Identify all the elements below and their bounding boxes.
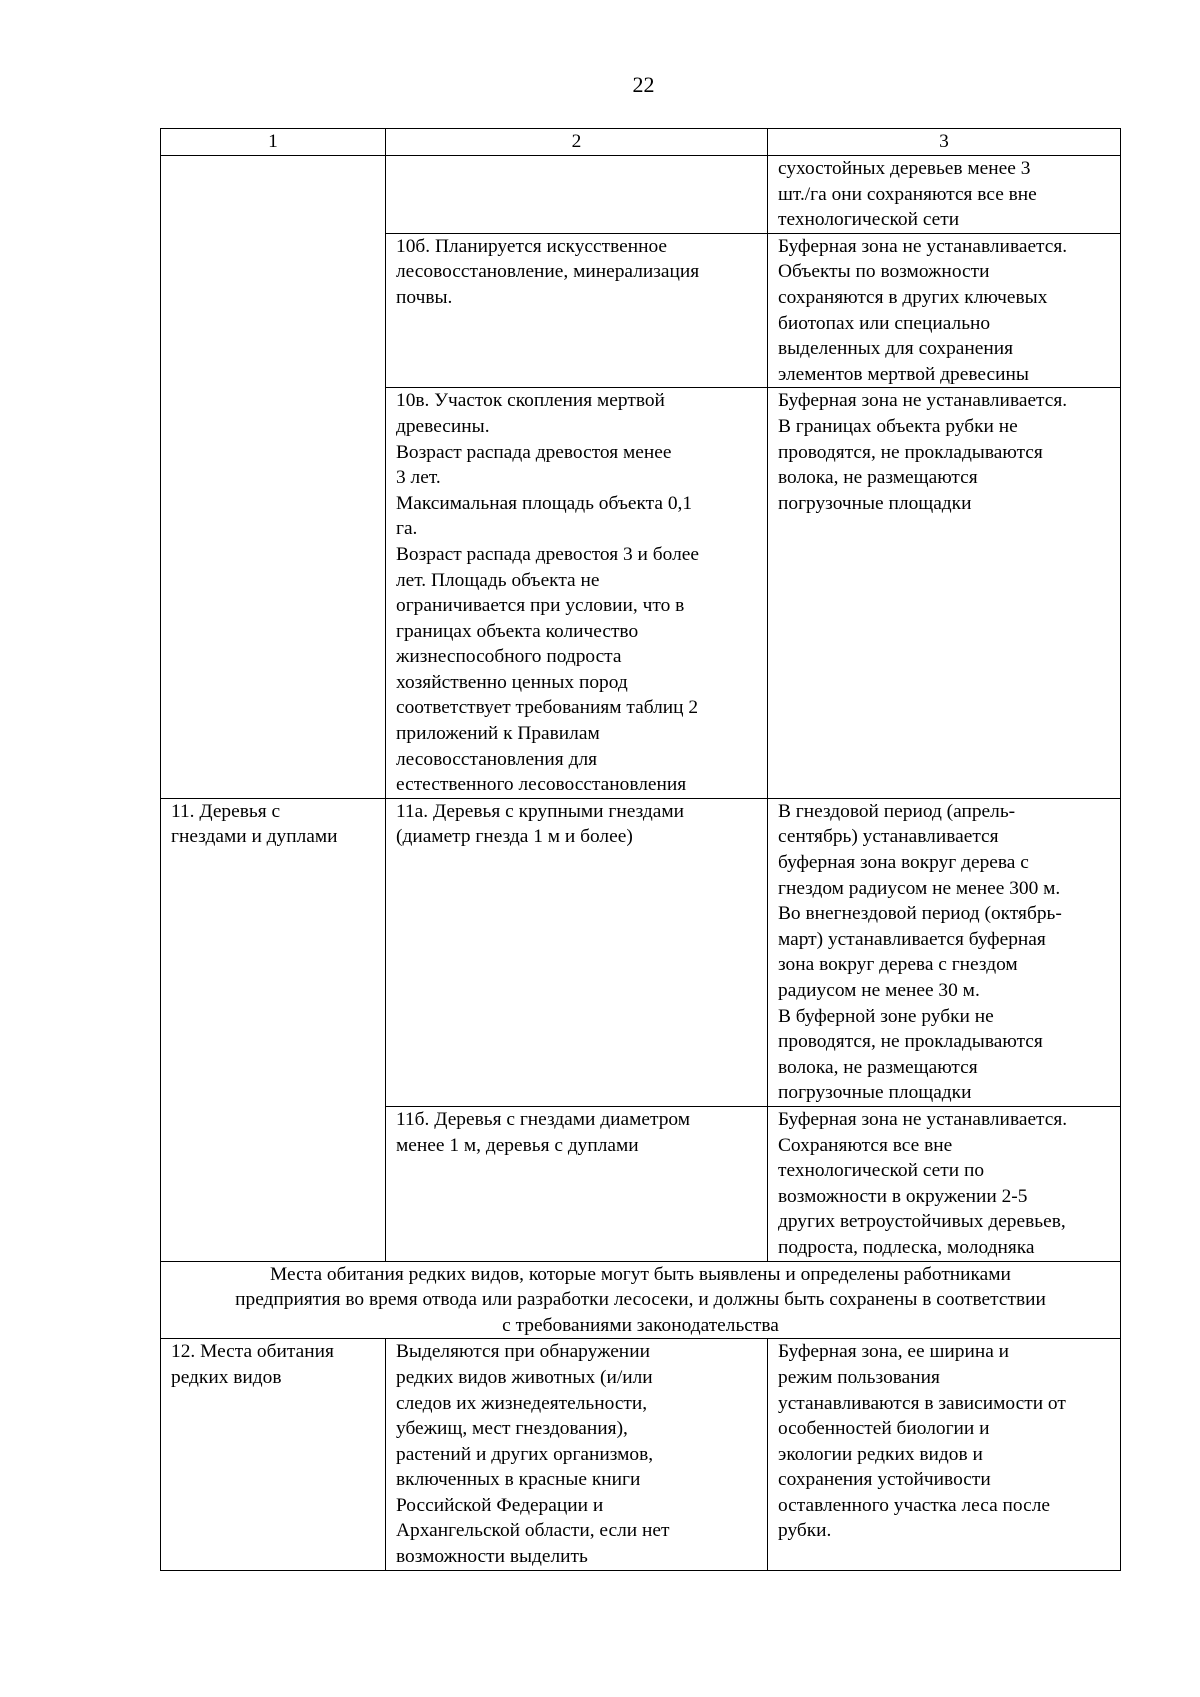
text-line: лесовосстановления для: [396, 748, 598, 770]
text-line: убежищ, мест гнездования),: [396, 1418, 628, 1440]
text-line: Максимальная площадь объекта 0,1: [396, 492, 693, 514]
text-line: Возраст распада древостоя менее: [396, 441, 672, 463]
text-line: менее 1 м, деревья с дуплами: [396, 1134, 639, 1156]
row10a-criteria-cell: [386, 156, 768, 234]
text-line: древесины.: [396, 415, 490, 437]
text-line: Буферная зона не устанавливается.: [778, 1108, 1068, 1130]
text-line: возможности выделить: [396, 1546, 588, 1568]
text-line: Выделяются при обнаружении: [396, 1341, 650, 1363]
page-number: 22: [632, 72, 655, 97]
section-heading-row: [161, 1261, 1121, 1339]
text-line: Российской Федерации и: [396, 1494, 604, 1516]
text-line: лет. Площадь объекта не: [396, 569, 600, 591]
text-line: радиусом не менее 30 м.: [778, 980, 980, 1001]
text-line: В буферной зоне рубки не: [778, 1005, 994, 1027]
text-line: предприятия во время отвода или разработки лесосеки, и должны быть сохранены в соответствии: [235, 1289, 1046, 1311]
text-line: других ветроустойчивых деревьев,: [778, 1211, 1066, 1233]
text-line: Архангельской области, если нет: [396, 1520, 670, 1542]
row11b-criteria-cell: [386, 1106, 768, 1261]
text-line: жизнеспособного подроста: [396, 646, 622, 668]
text-line: редких видов: [171, 1366, 282, 1388]
column-header-1: 1: [161, 129, 386, 156]
text-line: гнездами и дуплами: [171, 826, 338, 848]
text-line: га.: [396, 518, 418, 540]
text-line: Буферная зона не устанавливается.: [778, 235, 1068, 257]
row10a-measures-cell: [768, 156, 1121, 234]
row10b-measures-cell: [768, 233, 1121, 388]
row10v-criteria-cell: [386, 388, 768, 799]
text-line: биотопах или специально: [778, 312, 991, 334]
text-line: Возраст распада древостоя 3 и более: [396, 543, 699, 565]
text-line: буферная зона вокруг дерева с: [778, 852, 1029, 874]
text-line: зона вокруг дерева с гнездом: [778, 954, 1018, 976]
text-line: 11. Деревья с: [171, 800, 281, 822]
text-line: подроста, подлеска, молодняка: [778, 1236, 1035, 1258]
table-row: [161, 798, 1121, 1106]
section-heading: [161, 1261, 1121, 1339]
table-row: [161, 1339, 1121, 1570]
text-line: 12. Места обитания: [171, 1341, 334, 1363]
text-line: погрузочные площадки: [778, 492, 972, 514]
text-line: почвы.: [396, 286, 453, 308]
text-line: 10б. Планируется искусственное: [396, 235, 668, 257]
text-line: проводятся, не прокладываются: [778, 1031, 1043, 1053]
text-line: следов их жизнедеятельности,: [396, 1392, 648, 1414]
text-line: Места обитания редких видов, которые могут быть выявлены и определены работниками: [270, 1263, 1011, 1285]
text-line: устанавливаются в зависимости от: [778, 1392, 1066, 1414]
text-line: (диаметр гнезда 1 м и более): [396, 826, 633, 848]
text-line: В гнездовой период (апрель-: [778, 800, 1016, 822]
text-line: технологической сети: [778, 209, 960, 231]
row10v-measures-cell: [768, 388, 1121, 799]
text-line: Сохраняются все вне: [778, 1134, 953, 1156]
text-line: Буферная зона не устанавливается.: [778, 390, 1068, 412]
text-line: март) устанавливается буферная: [778, 928, 1046, 950]
text-line: 10в. Участок скопления мертвой: [396, 390, 665, 412]
text-line: включенных в красные книги: [396, 1469, 641, 1491]
text-line: элементов мертвой древесины: [778, 363, 1029, 385]
row12-object-cell: [161, 1339, 386, 1570]
text-line: экологии редких видов и: [778, 1443, 983, 1465]
text-line: 3 лет.: [396, 467, 441, 489]
text-line: гнездом радиусом не менее 300 м.: [778, 877, 1061, 899]
column-header-2: 2: [386, 129, 768, 156]
text-line: особенностей биологии и: [778, 1418, 990, 1440]
text-line: сохраняются в других ключевых: [778, 286, 1048, 308]
text-line: В границах объекта рубки не: [778, 415, 1018, 437]
text-line: хозяйственно ценных пород: [396, 671, 628, 693]
text-line: 11б. Деревья с гнездами диаметром: [396, 1108, 691, 1130]
column-header-3: 3: [768, 129, 1121, 156]
text-line: лесовосстановление, минерализация: [396, 261, 700, 283]
text-line: волока, не размещаются: [778, 1056, 978, 1078]
text-line: выделенных для сохранения: [778, 338, 1014, 360]
text-line: приложений к Правилам: [396, 723, 600, 745]
text-line: шт./га они сохраняются все вне: [778, 183, 1037, 205]
text-line: погрузочные площадки: [778, 1082, 972, 1104]
text-line: Во внегнездовой период (октябрь-: [778, 903, 1062, 925]
text-line: сохранения устойчивости: [778, 1469, 991, 1491]
document-table: [160, 128, 1121, 1571]
text-line: технологической сети по: [778, 1160, 985, 1182]
table-header-row: [161, 129, 1121, 156]
text-line: режим пользования: [778, 1366, 940, 1388]
row12-measures-cell: [768, 1339, 1121, 1570]
text-line: сентябрь) устанавливается: [778, 826, 999, 848]
row12-criteria-cell: [386, 1339, 768, 1570]
text-line: с требованиями законодательства: [502, 1314, 779, 1336]
row11a-criteria-cell: [386, 798, 768, 1106]
text-line: Буферная зона, ее ширина и: [778, 1341, 1010, 1363]
text-line: возможности в окружении 2-5: [778, 1185, 1028, 1207]
text-line: сухостойных деревьев менее 3: [778, 158, 1031, 179]
row11a-measures-cell: [768, 798, 1121, 1106]
text-line: естественного лесовосстановления: [396, 774, 687, 796]
row11b-measures-cell: [768, 1106, 1121, 1261]
text-line: ограничивается при условии, что в: [396, 595, 685, 617]
text-line: Объекты по возможности: [778, 261, 990, 283]
text-line: рубки.: [778, 1520, 832, 1542]
text-line: оставленного участка леса после: [778, 1494, 1050, 1516]
text-line: 11а. Деревья с крупными гнездами: [396, 800, 684, 822]
table-row: [161, 156, 1121, 234]
text-line: проводятся, не прокладываются: [778, 441, 1043, 463]
text-line: соответствует требованиям таблиц 2: [396, 697, 699, 719]
text-line: волока, не размещаются: [778, 467, 978, 489]
text-line: редких видов животных (и/или: [396, 1366, 653, 1388]
row10-object-cell: [161, 156, 386, 799]
row10b-criteria-cell: [386, 233, 768, 388]
text-line: растений и других организмов,: [396, 1443, 654, 1465]
text-line: границах объекта количество: [396, 620, 639, 642]
row11-object-cell: [161, 798, 386, 1261]
